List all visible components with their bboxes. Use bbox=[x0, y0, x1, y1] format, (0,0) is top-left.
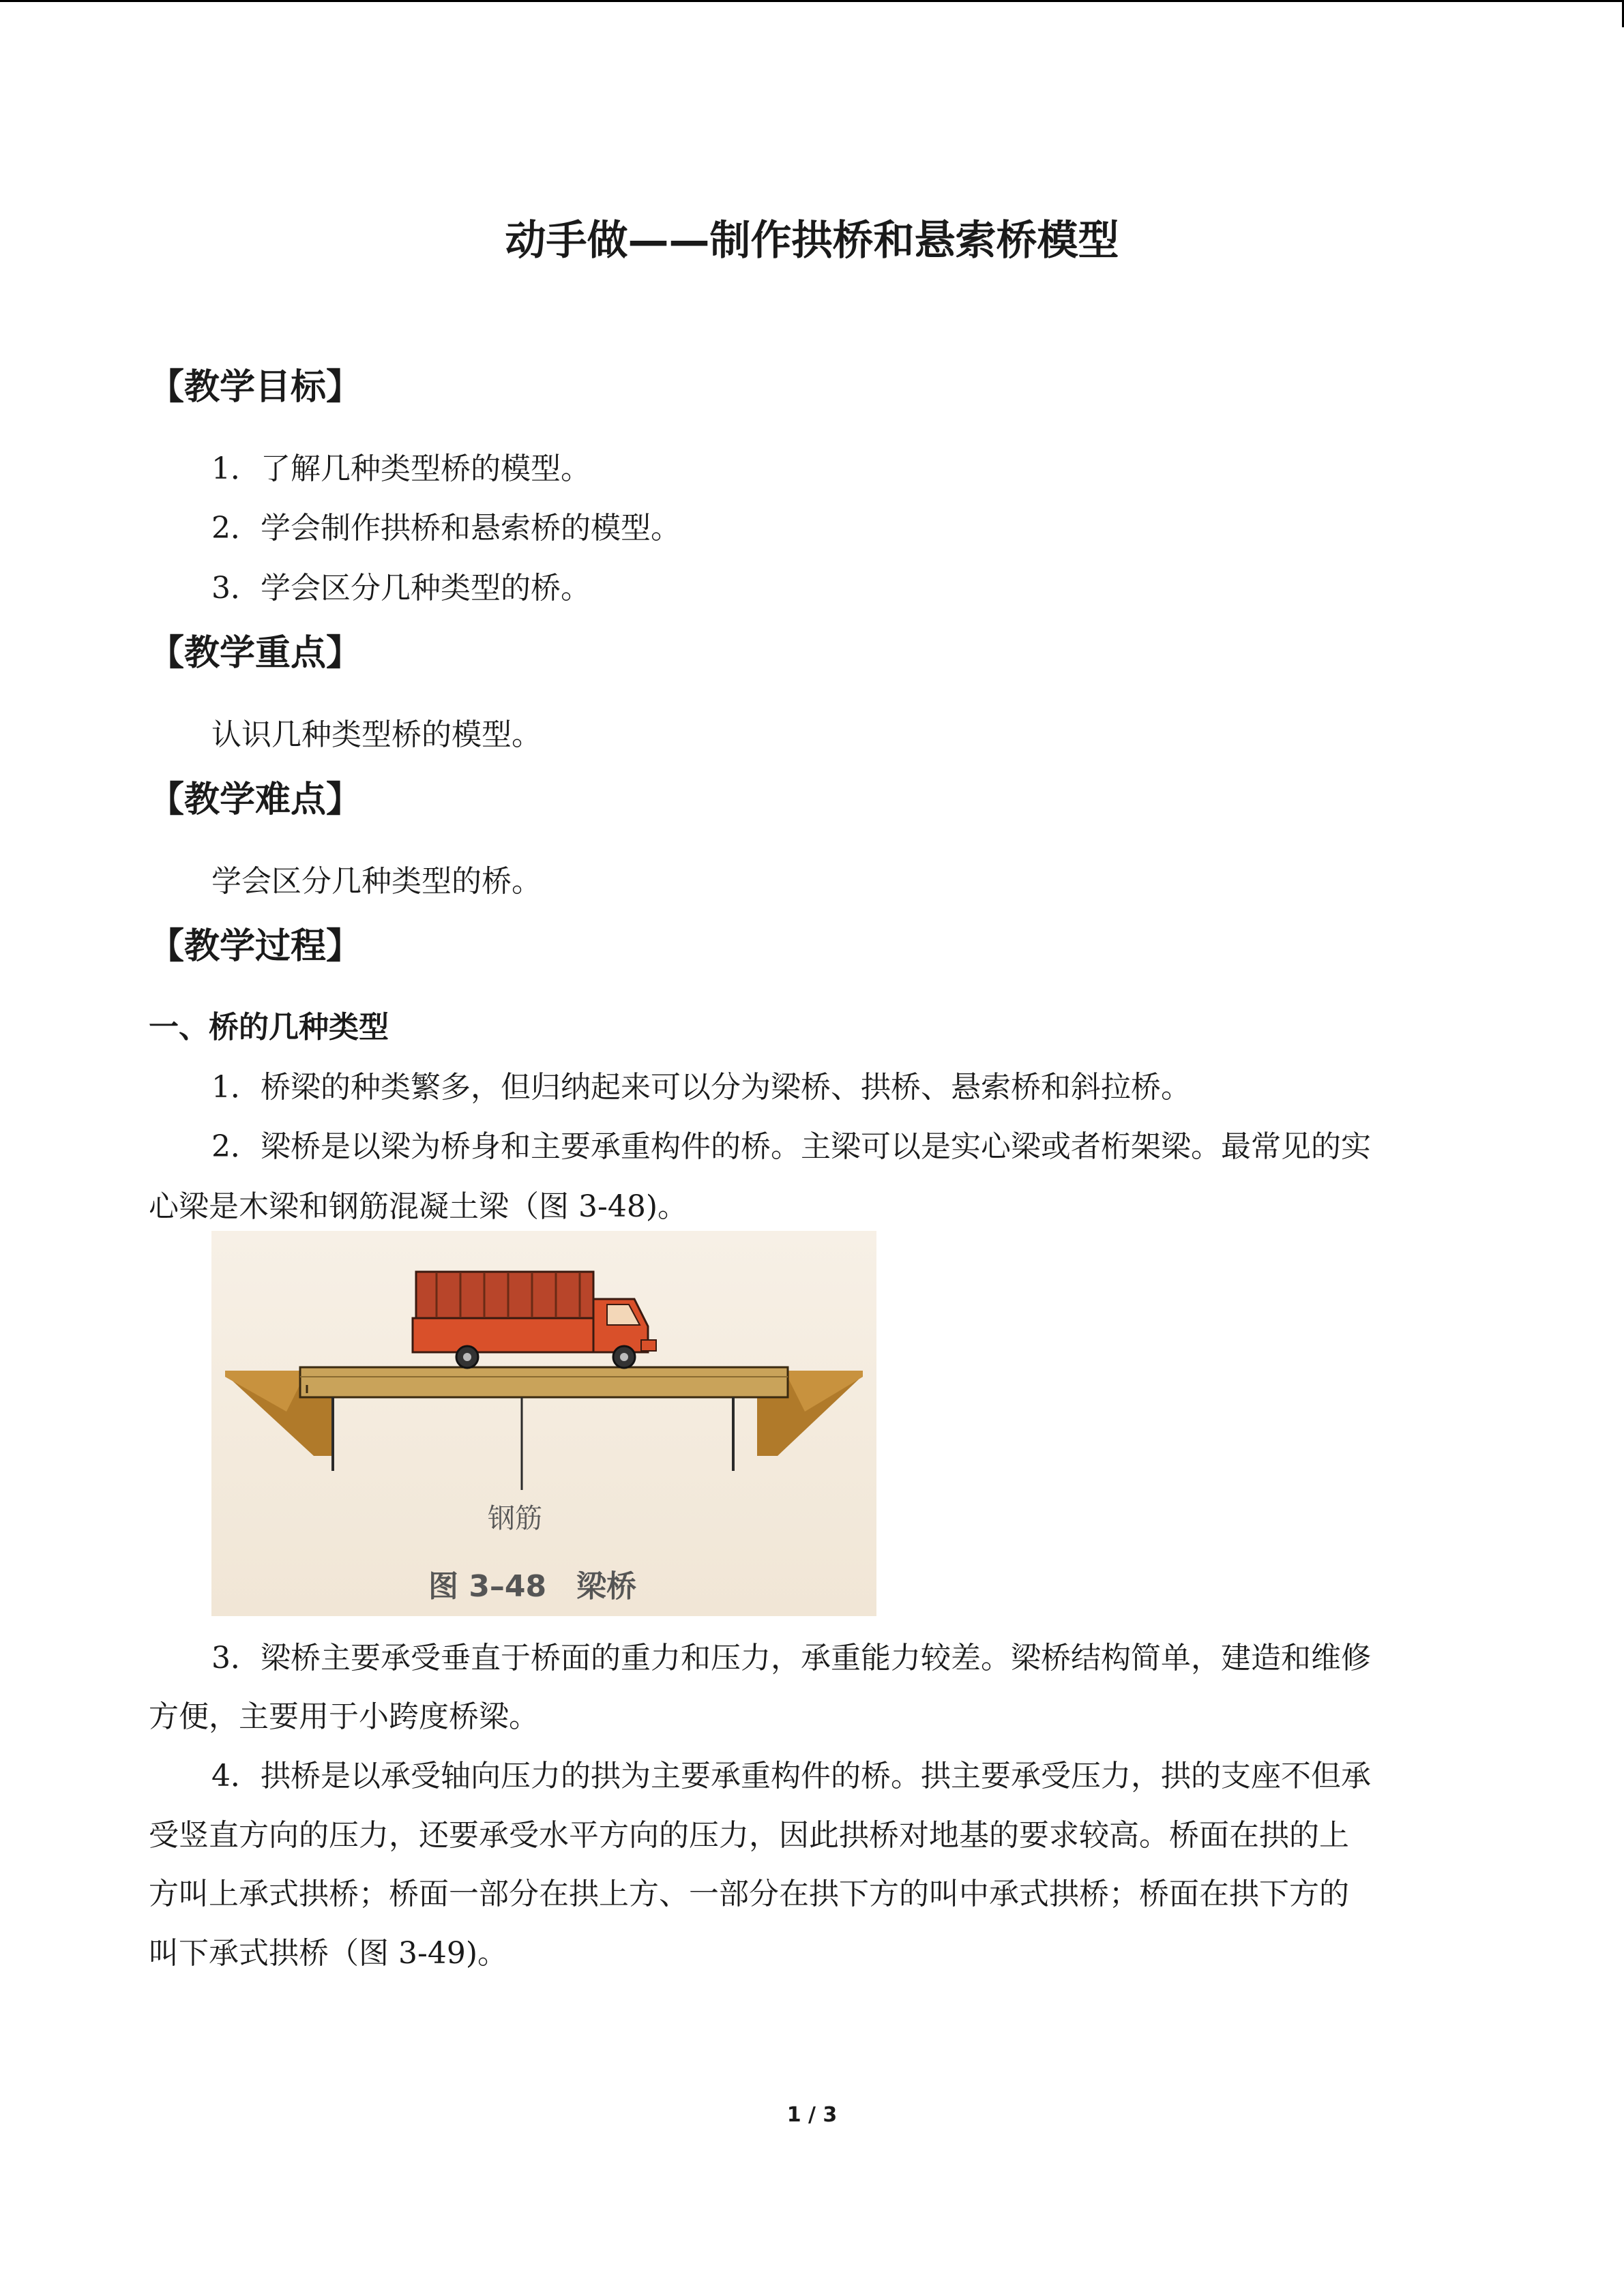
truck-cargo bbox=[416, 1272, 593, 1318]
focus-text: 认识几种类型桥的模型。 bbox=[211, 717, 542, 752]
paragraph-2-line-1: 2．梁桥是以梁为桥身和主要承重构件的桥。主梁可以是实心梁或者桁架梁。最常见的实 bbox=[211, 1129, 1371, 1164]
heading-process: 【教学过程】 bbox=[149, 926, 362, 967]
truck-bumper bbox=[641, 1340, 656, 1351]
paragraph-4-line-4: 叫下承式拱桥（图 3-49)。 bbox=[149, 1936, 508, 1971]
truck bbox=[413, 1272, 656, 1368]
goal-item-1: 1．了解几种类型桥的模型。 bbox=[211, 451, 591, 486]
goal-item-3: 3．学会区分几种类型的桥。 bbox=[211, 571, 591, 606]
heading-goals: 【教学目标】 bbox=[149, 367, 362, 408]
heading-focus: 【教学重点】 bbox=[149, 633, 362, 674]
paragraph-4-line-3: 方叫上承式拱桥；桥面一部分在拱上方、一部分在拱下方的叫中承式拱桥；桥面在拱下方的 bbox=[149, 1877, 1349, 1911]
heading-difficulty: 【教学难点】 bbox=[149, 779, 362, 820]
paragraph-2-line-2: 心梁是木梁和钢筋混凝土梁（图 3-48)。 bbox=[149, 1189, 688, 1224]
truck-body bbox=[413, 1318, 604, 1352]
figure-label-steel: 钢筋 bbox=[488, 1503, 542, 1534]
page-number: 1 / 3 bbox=[786, 2103, 838, 2127]
subheading-bridge-types: 一、桥的几种类型 bbox=[149, 1010, 389, 1045]
rear-hub bbox=[463, 1353, 471, 1361]
front-hub bbox=[620, 1353, 628, 1361]
figure-caption: 图 3–48 梁桥 bbox=[428, 1569, 637, 1604]
page-top-rule bbox=[0, 0, 1624, 2]
difficulty-text: 学会区分几种类型的桥。 bbox=[211, 864, 542, 899]
beam-bridge-illustration bbox=[211, 1231, 876, 1616]
figure-beam-bridge bbox=[211, 1231, 876, 1616]
paragraph-3-line-1: 3．梁桥主要承受垂直于桥面的重力和压力，承重能力较差。梁桥结构简单，建造和维修 bbox=[211, 1641, 1371, 1675]
document-title: 动手做——制作拱桥和悬索桥模型 bbox=[505, 217, 1119, 265]
paragraph-4-line-2: 受竖直方向的压力，还要承受水平方向的压力，因此拱桥对地基的要求较高。桥面在拱的上 bbox=[149, 1818, 1349, 1853]
paragraph-1: 1．桥梁的种类繁多，但归纳起来可以分为梁桥、拱桥、悬索桥和斜拉桥。 bbox=[211, 1070, 1191, 1105]
paragraph-3-line-2: 方便，主要用于小跨度桥梁。 bbox=[149, 1699, 539, 1734]
goal-item-2: 2．学会制作拱桥和悬索桥的模型。 bbox=[211, 511, 681, 546]
paragraph-4-line-1: 4．拱桥是以承受轴向压力的拱为主要承重构件的桥。拱主要承受压力，拱的支座不但承 bbox=[211, 1759, 1371, 1793]
beam-deck bbox=[300, 1367, 788, 1397]
